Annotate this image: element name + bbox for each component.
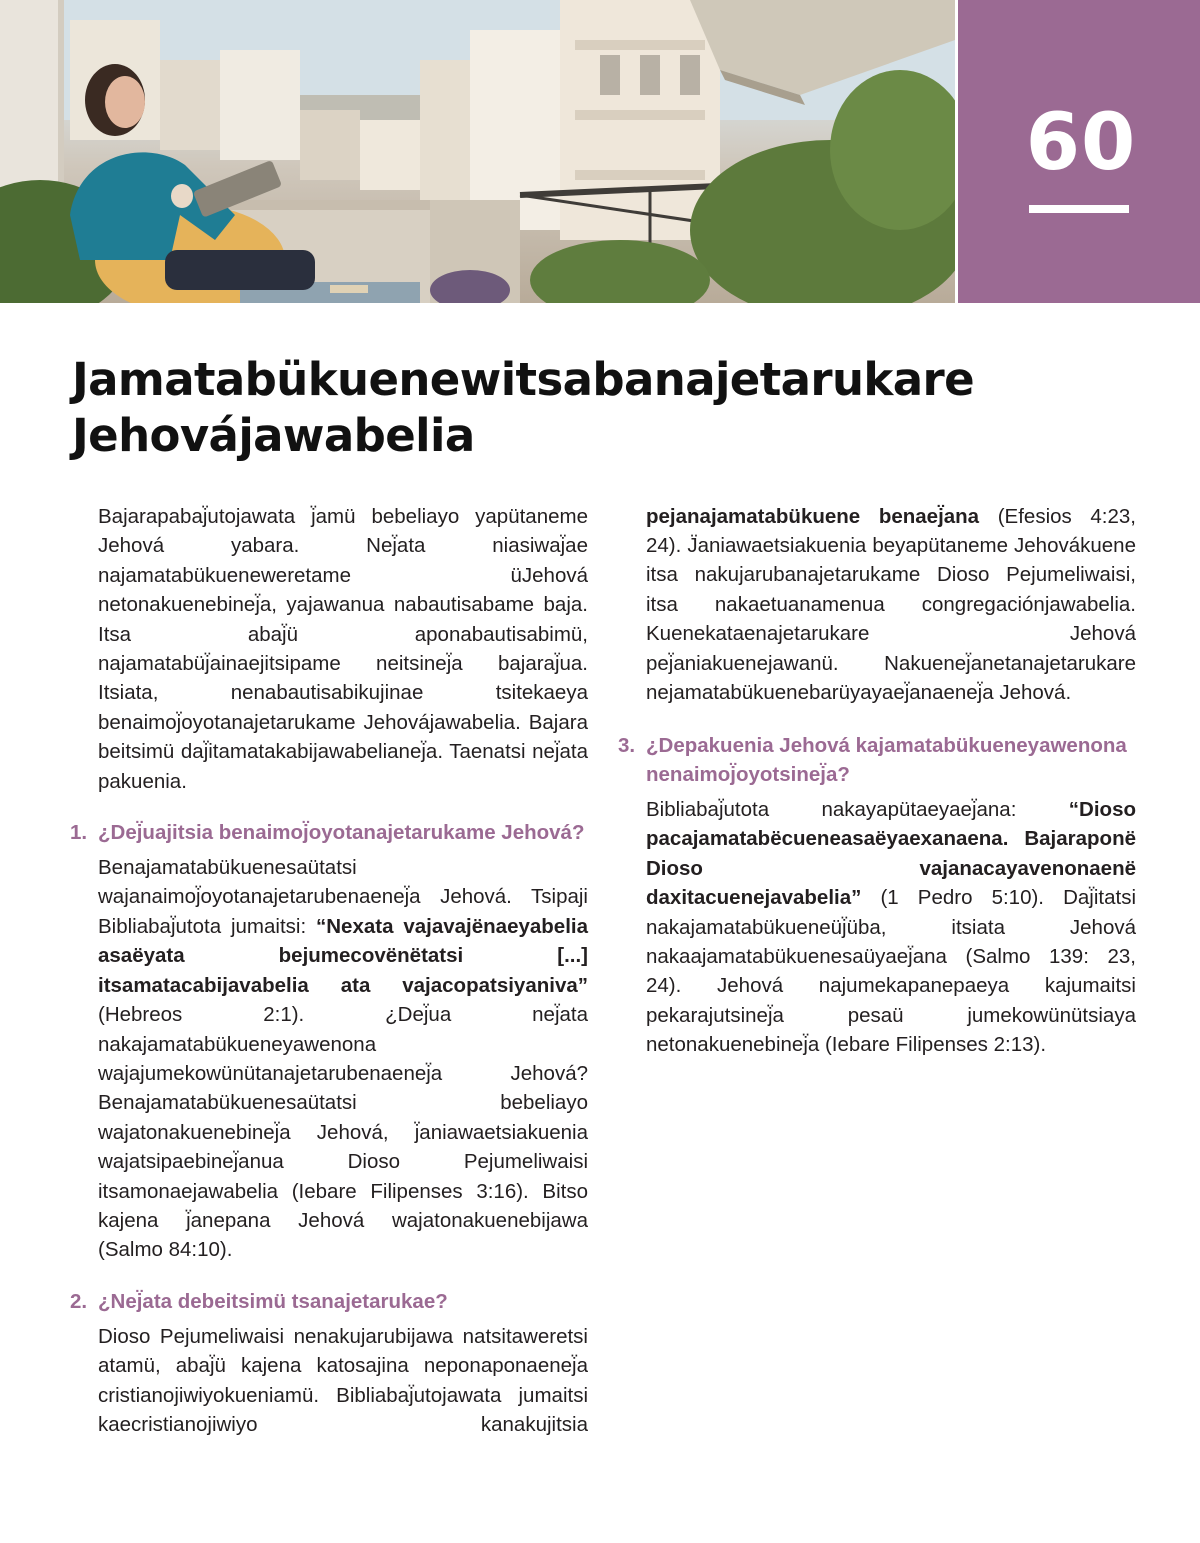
question-title: ¿Nej̈ata debeitsimü tsanajetarukae?	[98, 1289, 448, 1313]
question-3-text-a: Bibliabaj̈utota nakayapütaeyaej̈ana:	[646, 798, 1069, 821]
lesson-title-line-1: Jamatabükuenewitsabanajetarukare	[72, 353, 975, 406]
question-number: 1.	[70, 821, 88, 845]
lesson-number-panel	[958, 0, 1200, 303]
question-title: ¿Dej̈uajitsia benaimoj̈oyotanajetarukame Jehová?	[98, 821, 585, 845]
question-2-emphasis-continued: pejanajamatabükuene benaej̈ana	[646, 504, 980, 528]
lesson-title-line-2: Jehovájawabelia	[72, 409, 475, 462]
question-2-paragraph	[98, 1322, 588, 1440]
question-heading-3	[618, 731, 1136, 789]
lesson-number: 60	[1025, 98, 1137, 188]
lesson-number-underline	[1029, 205, 1129, 213]
lesson-title	[72, 352, 1152, 464]
question-heading-2	[70, 1287, 588, 1316]
intro-paragraph: Bajarapabaj̈utojawata j̈amü bebeliayo yapütaneme Jehová yabara. Nej̈ata niasiwaj̈ae najamatabükueneweretame üJehová netonakuenebinej̈a, yajawanua nabautisabame baja. Itsa abaj̈ü aponabautisabimü, najamatabüj̈ainaejitsipame neitsinej̈a bajaraj̈ua. Itsiata, nenabautisabikujinae tsitekaeya benaimoj̈oyotanajetarukame Jehovájawabelia. Bajara beitsimü daj̈itamatakabijawabelianej̈a. Taenatsi nej̈ata pakuenia.	[98, 505, 588, 793]
question-1-paragraph	[98, 853, 588, 1265]
question-title: ¿Depakuenia Jehová kajamatabükueneyawenona nenaimoj̈oyotsinej̈a?	[646, 734, 1127, 786]
question-1-quote: “Nexata vajavajënaeyabelia asaëyata bejumecovënëtatsi [...] itsamatacabijavabelia ata vajacopatsiyaniva”	[98, 914, 588, 997]
question-3-text-b: (1 Pedro 5:10). Daj̈itatsi nakajamatabükueneüj̈üba, itsiata Jehová nakaajamatabükuenesaüyaej̈ana (Salmo 139: 23, 24). Jehová najumekapanepaeya kajumaitsi pekarajutsinej̈a pesaü jumekowünütsiaya netonakuenebinej̈a (Iebare Filipenses 2:13).	[646, 886, 1136, 1057]
balcony-scene-illustration	[0, 0, 955, 303]
question-3-paragraph	[646, 795, 1136, 1060]
right-column	[618, 502, 1136, 1060]
question-3-quote: “Dioso pacajamatabëcueneasaëyaexanaena. Bajaraponë Dioso vajanacayavenonaenë daxitacuenejavabelia”	[646, 798, 1136, 910]
question-1-text-a: Benajamatabükuenesaütatsi wajanaimoj̈oyotanajetarubenaenej̈a Jehová. Tsipaji Bibliabaj̈utota jumaitsi:	[98, 856, 588, 938]
question-2-text-b-continued: (Efesios 4:23, 24). J̈aniawaetsiakuenia beyapütaneme Jehovákuene itsa nakujarubanajetarukame Dioso Pejumeliwaisi, itsa nakaetuanamenua congregaciónjawabelia. Kuenekataenajetarukare Jehová pej̈aniakuenejawanü. Nakuenej̈anetanajetarukare nejamatabükuenebarüyayaej̈anaenej̈a Jehová.	[646, 504, 1136, 705]
question-number: 3.	[618, 734, 636, 757]
header-photo	[0, 0, 955, 303]
question-2-text-a: Dioso Pejumeliwaisi nenakujarubijawa natsitaweretsi atamü, abaj̈ü kajena katosajina neponaponaenej̈a cristianojiwiyokueniamü. Bibliabaj̈utojawata jumaitsi kaecristianojiwiyo kanakujitsia	[98, 1324, 588, 1436]
question-number: 2.	[70, 1289, 88, 1313]
question-2-continuation	[646, 502, 1136, 707]
left-column	[70, 502, 588, 1440]
question-heading-1	[70, 818, 588, 847]
question-1-text-b: (Hebreos 2:1). ¿Dej̈ua nej̈ata nakajamatabükueneyawenona wajajumekowünütanajetarubenaenej̈a Jehová? Benajamatabükuenesaütatsi bebeliayo wajatonakuenebinej̈a Jehová, j̈aniawaetsiakuenia wajatsipaebinej̈anua Dioso Pejumeliwaisi itsamonaejawabelia (Iebare Filipenses 3:16). Bitso kajena j̈anepana Jehová wajatonakuenebijawa (Salmo 84:10).	[98, 1003, 588, 1262]
